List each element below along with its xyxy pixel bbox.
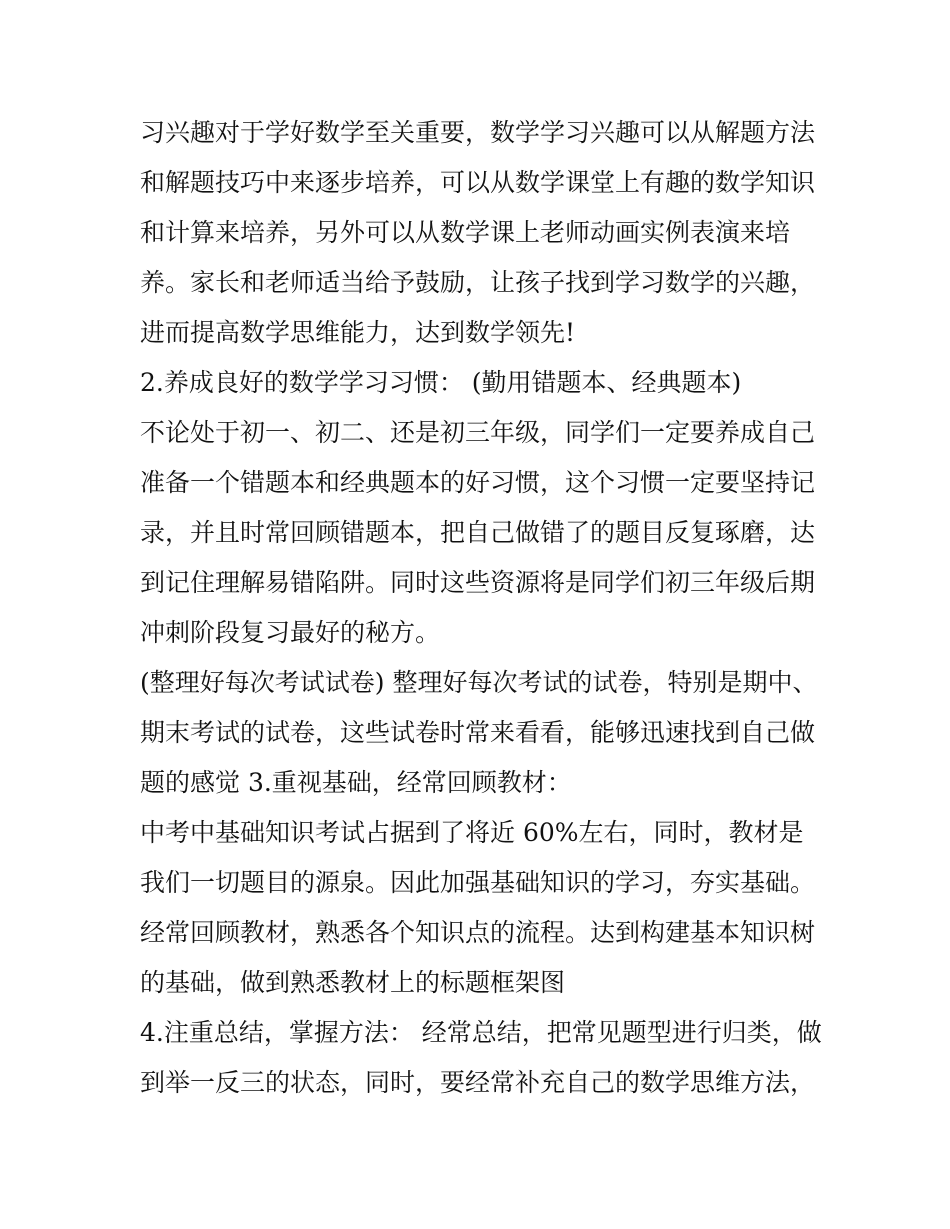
text-line: 进而提高数学思维能力，达到数学领先! — [140, 318, 576, 347]
text-line: 和计算来培养，另外可以从数学课上老师动画实例表演来培 — [140, 218, 791, 247]
text-line: 习兴趣对于学好数学至关重要，数学学习兴趣可以从解题方法 — [140, 118, 816, 147]
text-line: 养。家长和老师适当给予鼓励，让孩子找到学习数学的兴趣， — [140, 268, 816, 297]
text-line: 冲刺阶段复习最好的秘方。 — [140, 618, 441, 647]
text-line: 的基础，做到熟悉教材上的标题框架图 — [140, 968, 566, 997]
text-line: 录，并且时常回顾错题本，把自己做错了的题目反复琢磨，达 — [140, 518, 816, 547]
section-heading-3: 题的感觉 3.重视基础，经常回顾教材： — [140, 768, 572, 797]
section-heading-2: 2.养成良好的数学学习习惯： (勤用错题本、经典题本) — [140, 368, 742, 397]
text-line: 到举一反三的状态，同时，要经常补充自己的数学思维方法， — [140, 1068, 816, 1097]
text-line: 和解题技巧中来逐步培养，可以从数学课堂上有趣的数学知识 — [140, 168, 816, 197]
text-line: 经常回顾教材，熟悉各个知识点的流程。达到构建基本知识树 — [140, 918, 816, 947]
text-line: 到记住理解易错陷阱。同时这些资源将是同学们初三年级后期 — [140, 568, 816, 597]
text-line: 不论处于初一、初二、还是初三年级，同学们一定要养成自己 — [140, 418, 816, 447]
document-body — [140, 108, 830, 1108]
text-line: 准备一个错题本和经典题本的好习惯，这个习惯一定要坚持记 — [140, 468, 816, 497]
text-line: 中考中基础知识考试占据到了将近 60%左右，同时，教材是 — [140, 818, 804, 847]
text-line: 我们一切题目的源泉。因此加强基础知识的学习，夯实基础。 — [140, 868, 816, 897]
text-line: 期末考试的试卷，这些试卷时常来看看，能够迅速找到自己做 — [140, 718, 816, 747]
section-heading-4: 4.注重总结，掌握方法： 经常总结，把常见题型进行归类，做 — [140, 1018, 822, 1047]
text-line: (整理好每次考试试卷) 整理好每次考试的试卷，特别是期中、 — [140, 668, 818, 697]
